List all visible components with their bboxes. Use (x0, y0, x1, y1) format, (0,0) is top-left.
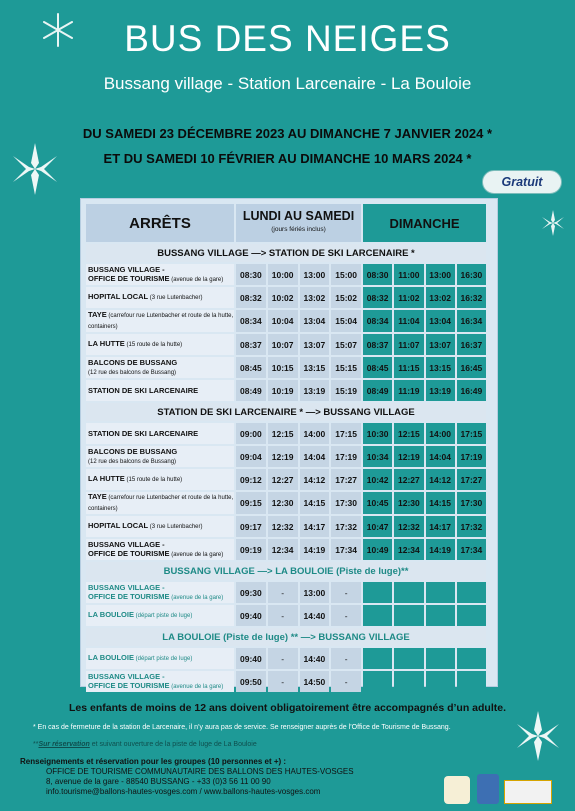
stop-name: BUSSANG VILLAGE - (88, 264, 165, 274)
weekday-time-cell: 09:40 (236, 605, 266, 626)
weekday-time-cell: 17:19 (331, 446, 361, 467)
stop-address: (3 rue Lutenbacher) (148, 295, 203, 301)
stop-name: BALCONS DE BUSSANG (88, 446, 178, 456)
weekday-time-cell: 17:34 (331, 539, 361, 560)
sunday-time-cell: 16:37 (457, 334, 486, 355)
weekday-time-cell: - (268, 671, 298, 692)
sunday-time-cell: 17:15 (457, 423, 486, 444)
sunday-time-cell: 16:32 (457, 287, 486, 308)
section-row (86, 244, 486, 262)
sunday-time-cell: 13:19 (426, 380, 455, 401)
weekday-time-cell: 09:40 (236, 648, 266, 669)
date-range-1: DU SAMEDI 23 DÉCEMBRE 2023 AU DIMANCHE 7 JANVIER 2024 * (82, 126, 493, 141)
sunday-time-cell: 16:45 (457, 357, 486, 378)
poster-title: BUS DES NEIGES (124, 18, 451, 59)
stop-cell (86, 446, 234, 467)
stop-address: (avenue de la gare) (169, 683, 224, 690)
weekday-time-cell: 12:32 (268, 516, 298, 537)
stop-name: LA HUTTE (88, 339, 125, 348)
header-sunday: DIMANCHE (363, 204, 486, 242)
sunday-time-cell: 12:19 (394, 446, 423, 467)
weekday-time-cell: 12:30 (268, 492, 298, 514)
weekday-time-cell: 13:00 (300, 264, 330, 285)
children-notice: Les enfants de moins de 12 ans doivent obligatoirement être accompagnés d’un adulte. (68, 702, 507, 714)
timetable-body (86, 204, 486, 692)
weekday-time-cell: 09:15 (236, 492, 266, 514)
weekday-time-cell: 09:17 (236, 516, 266, 537)
weekday-time-cell: 10:02 (268, 287, 298, 308)
weekday-time-cell: 10:00 (268, 264, 298, 285)
weekday-time-cell: 14:00 (300, 423, 330, 444)
weekday-time-cell: 15:04 (331, 310, 361, 332)
table-row (86, 492, 486, 514)
weekday-time-cell: - (268, 648, 298, 669)
stop-name: BALCONS DE BUSSANG (88, 357, 178, 367)
sunday-time-cell: 10:42 (363, 469, 392, 490)
route-subtitle: Bussang village - Station Larcenaire - La Bouloie (103, 74, 472, 93)
sunday-time-cell: 14:19 (426, 539, 455, 560)
weekday-time-cell: 13:07 (300, 334, 330, 355)
sunday-time-cell: 12:32 (394, 516, 423, 537)
section-title: BUSSANG VILLAGE —> LA BOULOIE (Piste de luge)** (86, 562, 486, 580)
weekday-time-cell: 15:00 (331, 264, 361, 285)
weekday-time-cell: 14:50 (300, 671, 330, 692)
sunday-time-cell: 16:34 (457, 310, 486, 332)
weekday-time-cell: - (331, 582, 361, 603)
weekday-time-cell: 15:19 (331, 380, 361, 401)
weekday-time-cell: 08:49 (236, 380, 266, 401)
weekday-time-cell: 09:30 (236, 582, 266, 603)
header-weekdays-label: LUNDI AU SAMEDI (242, 209, 355, 223)
partner-logo (504, 780, 552, 804)
sunday-time-cell (426, 605, 455, 626)
sunday-time-cell: 11:07 (394, 334, 423, 355)
snowflake-icon (538, 208, 568, 238)
table-row (86, 605, 486, 626)
table-row (86, 287, 486, 308)
sunday-time-cell (363, 605, 392, 626)
weekday-time-cell: 13:02 (300, 287, 330, 308)
sunday-time-cell: 11:00 (394, 264, 423, 285)
timetable (84, 202, 488, 694)
sunday-time-cell (363, 648, 392, 669)
table-row (86, 469, 486, 490)
stop-cell (86, 423, 234, 444)
stop-name: STATION DE SKI LARCENAIRE (88, 429, 199, 438)
table-row (86, 671, 486, 692)
table-row (86, 380, 486, 401)
weekday-time-cell: 13:15 (300, 357, 330, 378)
sunday-time-cell (394, 605, 423, 626)
weekday-time-cell: - (268, 582, 298, 603)
stop-name: HOPITAL LOCAL (88, 292, 149, 301)
stop-name: STATION DE SKI LARCENAIRE (88, 386, 199, 395)
weekday-time-cell: 17:15 (331, 423, 361, 444)
weekday-time-cell: 17:27 (331, 469, 361, 490)
stop-address: (départ piste de luge) (133, 613, 193, 619)
weekday-time-cell: 15:07 (331, 334, 361, 355)
sunday-time-cell (457, 648, 486, 669)
weekday-time-cell: 09:00 (236, 423, 266, 444)
sunday-time-cell: 17:32 (457, 516, 486, 537)
sunday-time-cell (363, 582, 392, 603)
sunday-time-cell: 12:15 (394, 423, 423, 444)
stop-cell (86, 287, 234, 308)
stop-cell (86, 380, 234, 401)
stop-name: BUSSANG VILLAGE - (88, 539, 165, 549)
weekday-time-cell: 14:17 (300, 516, 330, 537)
stop-address: (3 rue Lutenbacher) (148, 524, 203, 530)
reservation-note-marker: ** (33, 741, 39, 748)
weekday-time-cell: 08:32 (236, 287, 266, 308)
stop-address: (15 route de la hutte) (124, 342, 183, 348)
sunday-time-cell: 11:19 (394, 380, 423, 401)
weekday-time-cell: - (268, 605, 298, 626)
snowflake-icon (510, 708, 566, 764)
stop-name: LA HUTTE (88, 474, 125, 483)
weekday-time-cell: 13:19 (300, 380, 330, 401)
weekday-time-cell: 10:07 (268, 334, 298, 355)
sunday-time-cell: 10:49 (363, 539, 392, 560)
sunday-time-cell: 08:32 (363, 287, 392, 308)
section-title: LA BOULOIE (Piste de luge) ** —> BUSSANG VILLAGE (86, 628, 486, 646)
sunday-time-cell: 12:27 (394, 469, 423, 490)
weekday-time-cell: - (331, 605, 361, 626)
sunday-time-cell: 10:47 (363, 516, 392, 537)
reservation-note (33, 741, 257, 748)
sunday-time-cell (394, 648, 423, 669)
table-row (86, 446, 486, 467)
stop-name: LA BOULOIE (88, 653, 134, 662)
stop-address: (carrefour rue Lutenbacher et route de la hutte, containers) (88, 313, 234, 330)
sunday-time-cell: 13:04 (426, 310, 455, 332)
header-weekdays (236, 204, 361, 242)
section-row (86, 628, 486, 646)
sunday-time-cell: 11:04 (394, 310, 423, 332)
date-range-2: ET DU SAMEDI 10 FÉVRIER AU DIMANCHE 10 MARS 2024 * (103, 151, 472, 166)
weekday-time-cell: 10:04 (268, 310, 298, 332)
sunday-time-cell (394, 671, 423, 692)
stop-name: LA BOULOIE (88, 610, 134, 619)
section-row (86, 562, 486, 580)
stop-name: TAYE (88, 310, 107, 319)
sunday-time-cell: 08:37 (363, 334, 392, 355)
weekday-time-cell: 14:12 (300, 469, 330, 490)
weekday-time-cell: 10:15 (268, 357, 298, 378)
stop-name: HOPITAL LOCAL (88, 521, 149, 530)
stop-name: BUSSANG VILLAGE - (88, 582, 165, 592)
table-row (86, 516, 486, 537)
weekday-time-cell: 13:04 (300, 310, 330, 332)
stop-address: (12 rue des balcons de Bussang) (88, 369, 177, 376)
sunday-time-cell: 11:02 (394, 287, 423, 308)
sunday-time-cell: 10:45 (363, 492, 392, 514)
sunday-time-cell: 10:30 (363, 423, 392, 444)
stop-address: (avenue de la gare) (169, 276, 224, 283)
weekday-time-cell: 17:30 (331, 492, 361, 514)
stop-name: BUSSANG VILLAGE - (88, 671, 165, 681)
sunday-time-cell (457, 605, 486, 626)
table-row (86, 264, 486, 285)
sunday-time-cell (457, 671, 486, 692)
stop-cell (86, 357, 234, 378)
weekday-time-cell: 12:19 (268, 446, 298, 467)
weekday-time-cell: - (331, 648, 361, 669)
stop-cell (86, 469, 234, 490)
table-row (86, 582, 486, 603)
sunday-time-cell: 08:34 (363, 310, 392, 332)
weekday-time-cell: 12:27 (268, 469, 298, 490)
stop-cell (86, 310, 234, 332)
weekday-time-cell: 09:50 (236, 671, 266, 692)
header-weekdays-note: (jours fériés inclus) (271, 226, 326, 233)
weekday-time-cell: 08:45 (236, 357, 266, 378)
table-row (86, 423, 486, 444)
weekday-time-cell: 14:15 (300, 492, 330, 514)
table-row (86, 539, 486, 560)
sunday-time-cell: 14:00 (426, 423, 455, 444)
sunday-time-cell: 12:30 (394, 492, 423, 514)
stop-cell (86, 516, 234, 537)
stop-address: (départ piste de luge) (133, 656, 193, 662)
stop-name-line2: OFFICE DE TOURISME (88, 273, 170, 283)
weekday-time-cell: - (331, 671, 361, 692)
sunday-time-cell: 14:17 (426, 516, 455, 537)
stop-cell (86, 492, 234, 514)
sunday-time-cell: 16:49 (457, 380, 486, 401)
weekday-time-cell: 08:37 (236, 334, 266, 355)
contact-block (20, 757, 354, 797)
stop-cell (86, 334, 234, 355)
sunday-time-cell: 13:02 (426, 287, 455, 308)
weekday-time-cell: 08:34 (236, 310, 266, 332)
weekday-time-cell: 17:32 (331, 516, 361, 537)
weekday-time-cell: 14:40 (300, 648, 330, 669)
sunday-time-cell: 14:15 (426, 492, 455, 514)
contact-heading: Renseignements et réservation pour les groupes (10 personnes et +) : (20, 757, 287, 766)
table-row (86, 310, 486, 332)
table-row (86, 357, 486, 378)
stop-name: TAYE (88, 492, 107, 501)
sunday-time-cell: 08:49 (363, 380, 392, 401)
stop-address: (avenue de la gare) (169, 551, 224, 558)
weekday-time-cell: 15:02 (331, 287, 361, 308)
sunday-time-cell: 16:30 (457, 264, 486, 285)
sunday-time-cell: 13:07 (426, 334, 455, 355)
weekday-time-cell: 09:12 (236, 469, 266, 490)
reservation-note-text: et suivant ouverture de la piste de luge de La Bouloie (89, 741, 257, 748)
weekday-time-cell: 10:19 (268, 380, 298, 401)
contact-organization: OFFICE DE TOURISME COMMUNAUTAIRE DES BALLONS DES HAUTES-VOSGES (46, 767, 354, 776)
stop-cell (86, 582, 234, 603)
snowflake-icon (6, 140, 64, 198)
section-title: BUSSANG VILLAGE —> STATION DE SKI LARCENAIRE * (86, 244, 486, 262)
sunday-time-cell: 17:19 (457, 446, 486, 467)
stop-name-line2: OFFICE DE TOURISME (88, 591, 170, 601)
free-badge: Gratuit (482, 170, 562, 194)
stop-address: (avenue de la gare) (169, 594, 224, 601)
sunday-time-cell (363, 671, 392, 692)
tourism-office-logo (477, 774, 499, 804)
sunday-time-cell (394, 582, 423, 603)
weekday-time-cell: 13:00 (300, 582, 330, 603)
header-stops: ARRÊTS (86, 204, 234, 242)
contact-email-web: info.tourisme@ballons-hautes-vosges.com / www.ballons-hautes-vosges.com (46, 787, 321, 796)
sunday-time-cell: 17:30 (457, 492, 486, 514)
sunday-time-cell: 11:15 (394, 357, 423, 378)
table-row (86, 334, 486, 355)
weekday-time-cell: 12:34 (268, 539, 298, 560)
stop-cell (86, 264, 234, 285)
stop-address: (12 rue des balcons de Bussang) (88, 458, 177, 465)
sunday-time-cell (457, 582, 486, 603)
weekday-time-cell: 14:40 (300, 605, 330, 626)
weekday-time-cell: 15:15 (331, 357, 361, 378)
sunday-time-cell: 08:30 (363, 264, 392, 285)
sunday-time-cell (426, 671, 455, 692)
sunday-time-cell: 12:34 (394, 539, 423, 560)
table-row (86, 648, 486, 669)
stop-cell (86, 648, 234, 669)
stop-cell (86, 605, 234, 626)
stop-cell (86, 671, 234, 692)
town-crest-logo (444, 776, 470, 804)
weekday-time-cell: 12:15 (268, 423, 298, 444)
stop-name-line2: OFFICE DE TOURISME (88, 548, 170, 558)
weekday-time-cell: 08:30 (236, 264, 266, 285)
sunday-time-cell: 14:12 (426, 469, 455, 490)
weekday-time-cell: 14:19 (300, 539, 330, 560)
contact-address: 8, avenue de la gare - 88540 BUSSANG - +33 (0)3 56 11 00 90 (46, 777, 271, 786)
section-row (86, 403, 486, 421)
timetable-header-row (86, 204, 486, 242)
stop-address: (carrefour rue Lutenbacher et route de la hutte, containers) (88, 495, 234, 512)
stop-name-line2: OFFICE DE TOURISME (88, 680, 170, 690)
section-title: STATION DE SKI LARCENAIRE * —> BUSSANG VILLAGE (86, 403, 486, 421)
reservation-note-link: Sur réservation (38, 741, 90, 748)
sunday-time-cell: 17:27 (457, 469, 486, 490)
sunday-time-cell (426, 648, 455, 669)
sunday-time-cell: 17:34 (457, 539, 486, 560)
sunday-time-cell: 08:45 (363, 357, 392, 378)
sunday-time-cell: 13:15 (426, 357, 455, 378)
closure-note: * En cas de fermeture de la station de Larcenaire, il n’y aura pas de service. Se renseigner auprès de l’Office de Tourisme de Bussang. (33, 724, 451, 731)
sunday-time-cell: 10:34 (363, 446, 392, 467)
sunday-time-cell (426, 582, 455, 603)
weekday-time-cell: 14:04 (300, 446, 330, 467)
stop-address: (15 route de la hutte) (124, 477, 183, 483)
sunday-time-cell: 13:00 (426, 264, 455, 285)
sunday-time-cell: 14:04 (426, 446, 455, 467)
stop-cell (86, 539, 234, 560)
weekday-time-cell: 09:19 (236, 539, 266, 560)
weekday-time-cell: 09:04 (236, 446, 266, 467)
